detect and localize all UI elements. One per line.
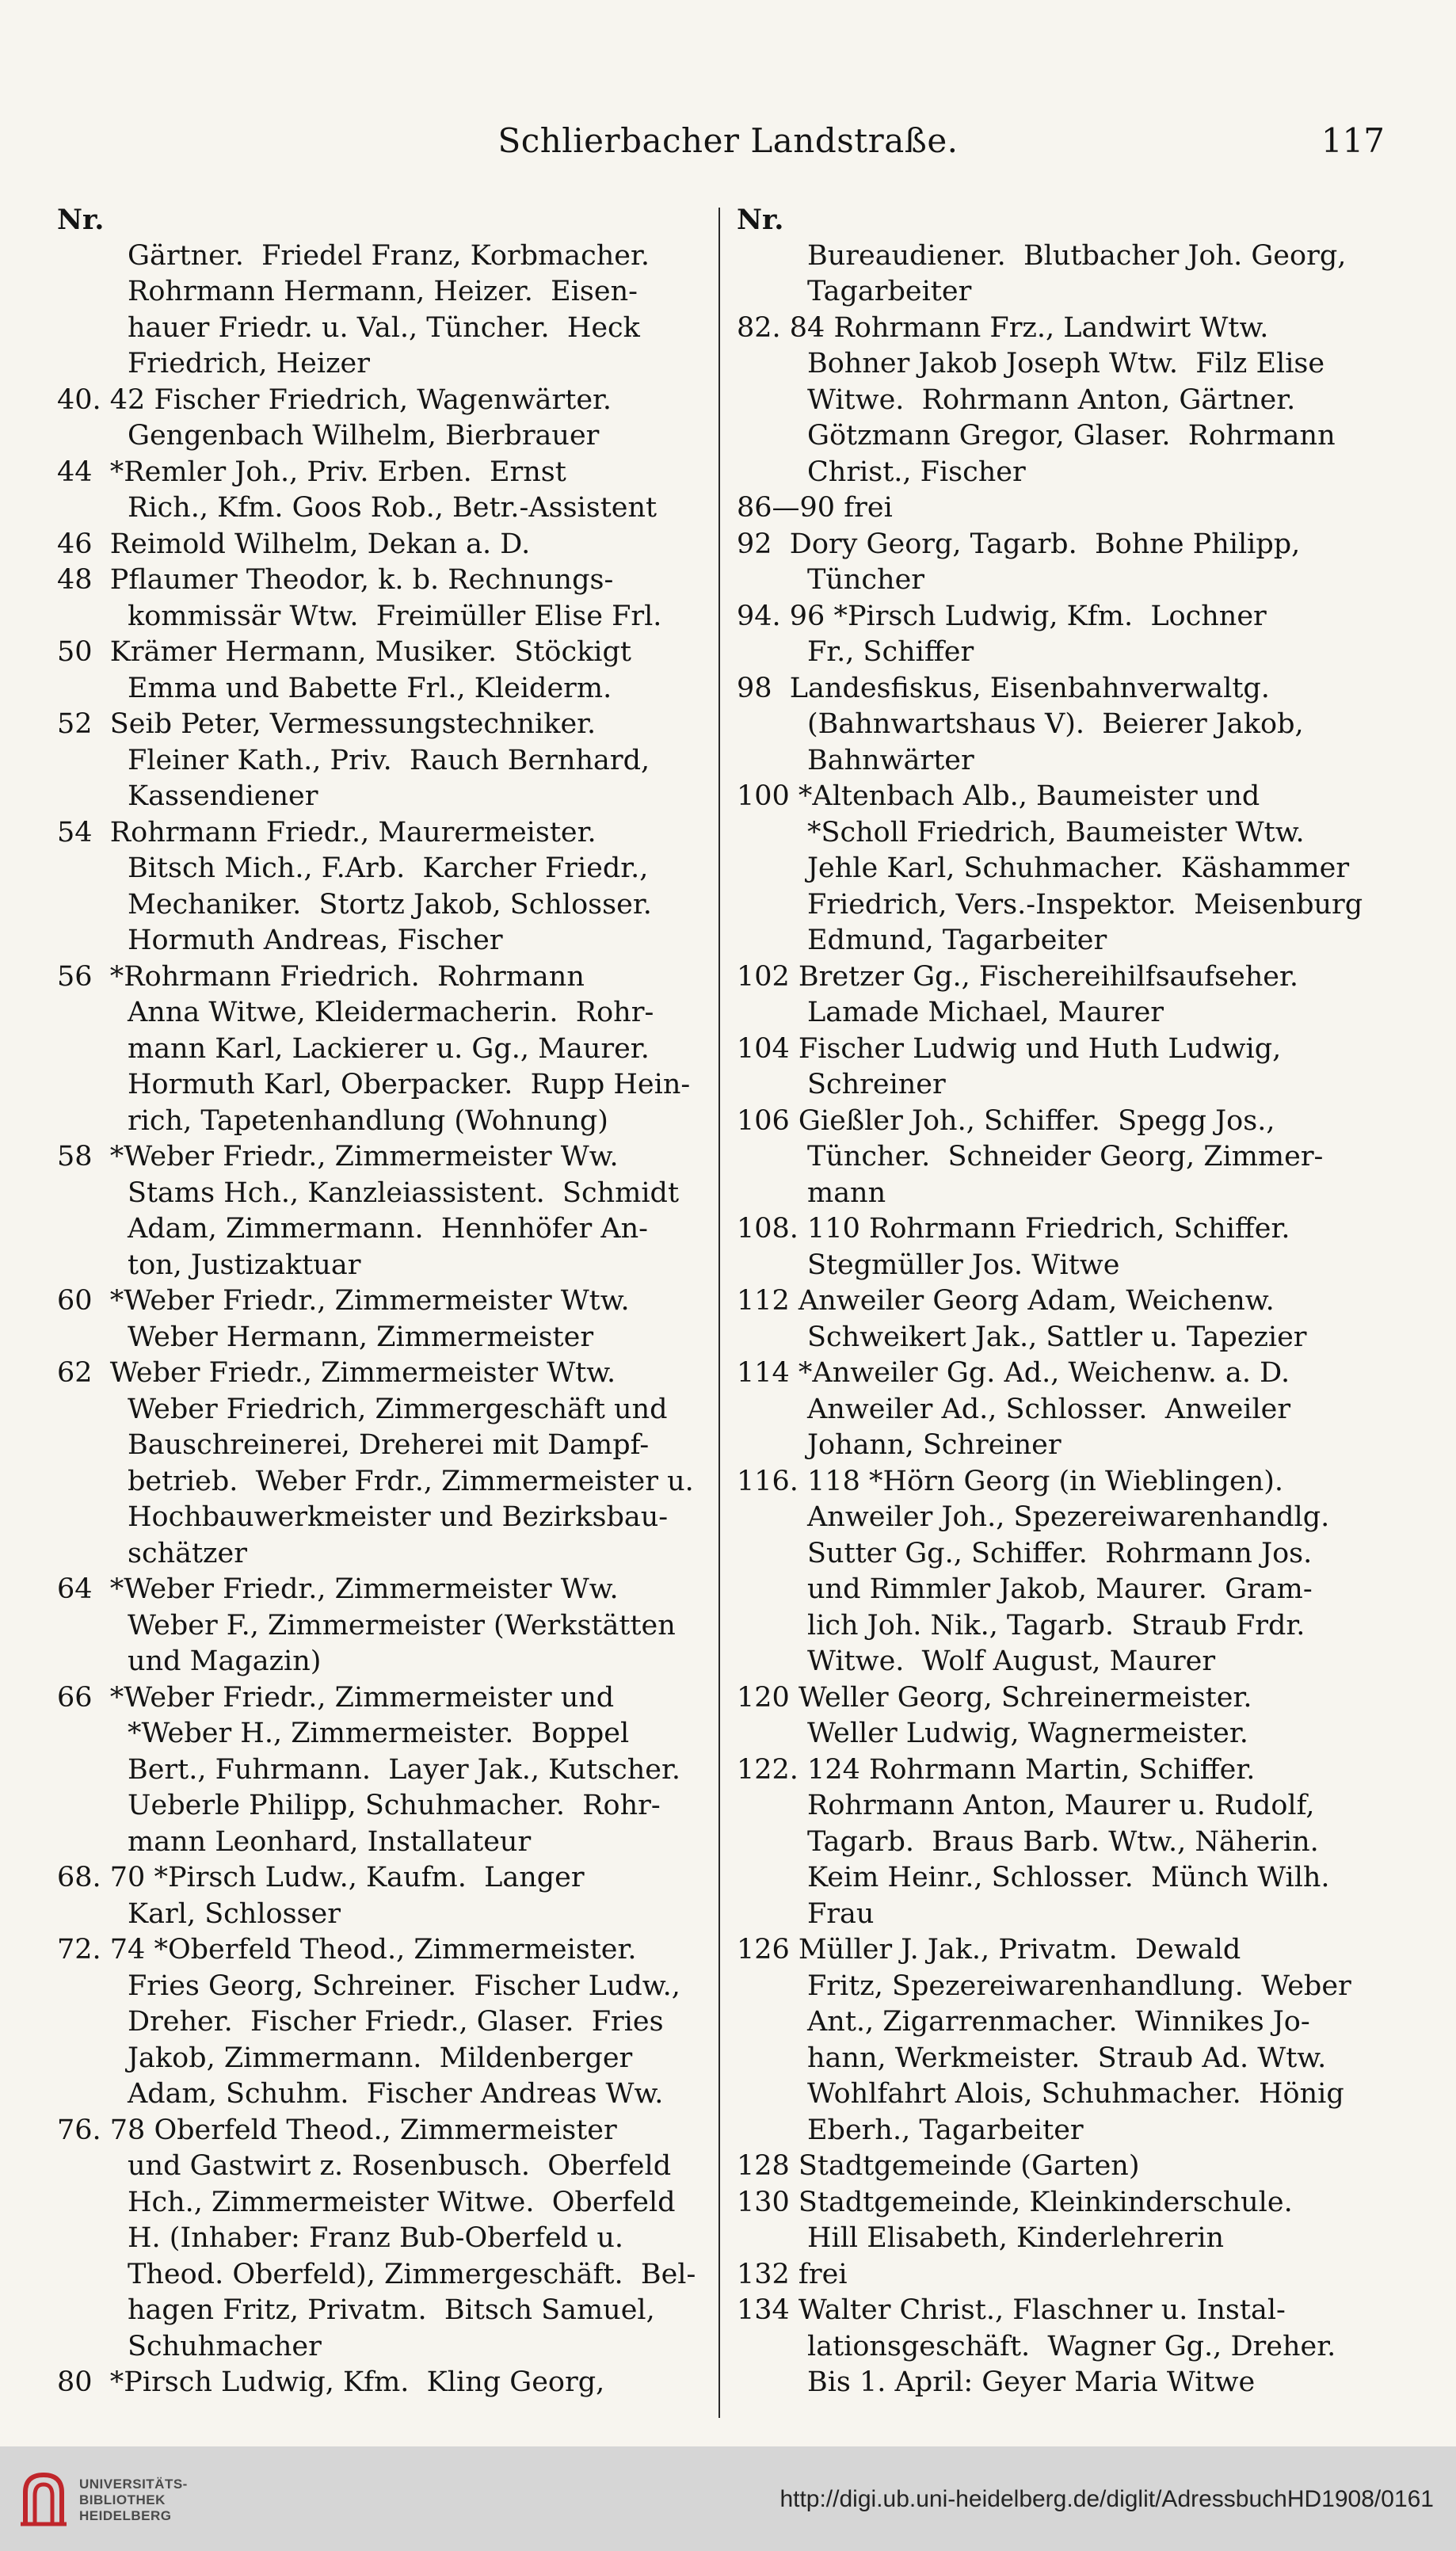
right-column-heading: Nr. [737, 204, 784, 236]
entry-line: 66 *Weber Friedr., Zimmermeister und [57, 1681, 615, 1714]
library-logo-icon [17, 2469, 70, 2529]
entry-line: mann Leonhard, Installateur [57, 1825, 532, 1858]
entry-line: 92 Dory Georg, Tagarb. Bohne Philipp, [737, 528, 1301, 560]
entry-line: Gengenbach Wilhelm, Bierbrauer [57, 420, 600, 452]
entry-line: kommissär Wtw. Freimüller Elise Frl. [57, 600, 662, 632]
entry-line: Eberh., Tagarbeiter [737, 2114, 1084, 2146]
entry-line: Weber F., Zimmermeister (Werkstätten [57, 1609, 676, 1642]
entry-line: rich, Tapetenhandlung (Wohnung) [57, 1104, 608, 1137]
entry-line: Bert., Fuhrmann. Layer Jak., Kutscher. [57, 1753, 680, 1786]
entry-line: 48 Pflaumer Theodor, k. b. Rechnungs- [57, 564, 614, 596]
entry-line: Fritz, Spezereiwarenhandlung. Weber [737, 1969, 1351, 2002]
entry-line: 44 *Remler Joh., Priv. Erben. Ernst [57, 456, 566, 488]
entry-line: Schreiner [737, 1069, 946, 1100]
entry-line: Hochbauwerkmeister und Bezirksbau- [57, 1501, 669, 1533]
left-column [57, 202, 722, 2401]
entry-line: Dreher. Fischer Friedr., Glaser. Fries [57, 2006, 664, 2038]
entry-line: Jehle Karl, Schuhmacher. Käshammer [737, 852, 1350, 884]
entry-line: Tagarbeiter [737, 276, 972, 307]
entry-line: 122. 124 Rohrmann Martin, Schiffer. [737, 1753, 1256, 1786]
entry-line: Bauschreinerei, Dreherei mit Dampf- [57, 1429, 650, 1461]
entry-line: 56 *Rohrmann Friedrich. Rohrmann [57, 960, 585, 993]
entry-line: 100 *Altenbach Alb., Baumeister und [737, 780, 1260, 812]
entry-line: 68. 70 *Pirsch Ludw., Kaufm. Langer [57, 1862, 585, 1893]
entry-line: 72. 74 *Oberfeld Theod., Zimmermeister. [57, 1934, 637, 1966]
column-divider [718, 208, 720, 2418]
entry-line: Mechaniker. Stortz Jakob, Schlosser. [57, 888, 652, 921]
entry-line: Rohrmann Hermann, Heizer. Eisen- [57, 276, 638, 307]
entry-line: Fr., Schiffer [737, 636, 974, 668]
entry-line: hagen Fritz, Privatm. Bitsch Samuel, [57, 2294, 655, 2326]
entry-line: Wohlfahrt Alois, Schuhmacher. Hönig [737, 2078, 1344, 2110]
entry-line: Rich., Kfm. Goos Rob., Betr.-Assistent [57, 492, 657, 524]
left-column-heading: Nr. [57, 204, 105, 236]
entry-line: Witwe. Rohrmann Anton, Gärtner. [737, 383, 1296, 416]
entry-line: Weller Ludwig, Wagnermeister. [737, 1718, 1248, 1749]
entry-line: Bureaudiener. Blutbacher Joh. Georg, [737, 239, 1347, 272]
entry-line: Sutter Gg., Schiffer. Rohrmann Jos. [737, 1537, 1313, 1569]
entry-line: Hormuth Karl, Oberpacker. Rupp Hein- [57, 1069, 691, 1100]
entry-line: Kassendiener [57, 780, 318, 812]
entry-line: Lamade Michael, Maurer [737, 997, 1164, 1028]
entry-line: Hill Elisabeth, Kinderlehrerin [737, 2222, 1225, 2254]
right-column [737, 202, 1394, 2401]
entry-line: (Bahnwartshaus V). Beierer Jakob, [737, 708, 1304, 740]
entry-line: Rohrmann Anton, Maurer u. Rudolf, [737, 1790, 1315, 1821]
entry-line: 50 Krämer Hermann, Musiker. Stöckigt [57, 636, 631, 668]
entry-line: lich Joh. Nik., Tagarb. Straub Frdr. [737, 1609, 1305, 1642]
entry-line: 54 Rohrmann Friedr., Maurermeister. [57, 816, 597, 848]
entry-line: 106 Gießler Joh., Schiffer. Spegg Jos., [737, 1104, 1275, 1137]
entry-line: 98 Landesfiskus, Eisenbahnverwaltg. [737, 672, 1270, 704]
entry-line: 102 Bretzer Gg., Fischereihilfsaufseher. [737, 960, 1298, 993]
entry-line: Christ., Fischer [737, 456, 1026, 488]
entry-line: Fleiner Kath., Priv. Rauch Bernhard, [57, 744, 650, 776]
entry-line: betrieb. Weber Frdr., Zimmermeister u. [57, 1465, 694, 1497]
entry-line: Weber Hermann, Zimmermeister [57, 1321, 594, 1353]
logo-line: UNIVERSITÄTS- [79, 2477, 188, 2492]
entry-line: Anweiler Joh., Spezereiwarenhandlg. [737, 1501, 1330, 1533]
source-url-link[interactable]: http://digi.ub.uni-heidelberg.de/diglit/AdressbuchHD1908/0161 [779, 2486, 1434, 2512]
entry-line: Ueberle Philipp, Schuhmacher. Rohr- [57, 1790, 661, 1821]
entry-line: Weber Friedrich, Zimmergeschäft und [57, 1393, 668, 1425]
entry-line: 62 Weber Friedr., Zimmermeister Wtw. [57, 1357, 616, 1389]
entry-line: Adam, Zimmermann. Hennhöfer An- [57, 1213, 648, 1245]
entry-line: Stegmüller Jos. Witwe [737, 1249, 1120, 1281]
entry-line: Anweiler Ad., Schlosser. Anweiler [737, 1393, 1291, 1425]
entry-line: Schweikert Jak., Sattler u. Tapezier [737, 1321, 1307, 1353]
entry-line: Adam, Schuhm. Fischer Andreas Ww. [57, 2078, 664, 2110]
entry-line: Gärtner. Friedel Franz, Korbmacher. [57, 239, 650, 272]
entry-line: Ant., Zigarrenmacher. Winnikes Jo- [737, 2006, 1310, 2038]
entry-line: lationsgeschäft. Wagner Gg., Dreher. [737, 2330, 1336, 2362]
entry-line: Jakob, Zimmermann. Mildenberger [57, 2042, 633, 2074]
entry-line: 116. 118 *Hörn Georg (in Wieblingen). [737, 1465, 1284, 1497]
entry-line: Frau [737, 1897, 875, 1930]
entry-line: Götzmann Gregor, Glaser. Rohrmann [737, 420, 1336, 452]
entry-line: *Weber H., Zimmermeister. Boppel [57, 1718, 630, 1749]
entry-line: Tüncher. Schneider Georg, Zimmer- [737, 1141, 1324, 1173]
entry-line: Karl, Schlosser [57, 1897, 341, 1930]
entry-line: Bahnwärter [737, 744, 974, 776]
entry-line: 58 *Weber Friedr., Zimmermeister Ww. [57, 1141, 619, 1173]
entry-line: 132 frei [737, 2258, 848, 2290]
logo-line: BIBLIOTHEK [79, 2492, 166, 2507]
entry-line: Anna Witwe, Kleidermacherin. Rohr- [57, 997, 654, 1028]
entry-line: 46 Reimold Wilhelm, Dekan a. D. [57, 528, 531, 560]
entry-line: H. (Inhaber: Franz Bub-Oberfeld u. [57, 2222, 624, 2254]
entry-line: mann Karl, Lackierer u. Gg., Maurer. [57, 1032, 650, 1065]
entry-line: Hormuth Andreas, Fischer [57, 925, 503, 956]
entry-line: 40. 42 Fischer Friedrich, Wagenwärter. [57, 383, 612, 416]
entry-line: Friedrich, Vers.-Inspektor. Meisenburg [737, 888, 1363, 921]
footer-bar [0, 2446, 1456, 2551]
entry-line: Tüncher [737, 564, 925, 596]
entry-line: ton, Justizaktuar [57, 1249, 361, 1281]
entry-line: Witwe. Wolf August, Maurer [737, 1645, 1216, 1677]
entry-line: Bis 1. April: Geyer Maria Witwe [737, 2366, 1256, 2398]
logo-line: HEIDELBERG [79, 2508, 172, 2523]
entry-line: mann [737, 1176, 886, 1209]
entry-line: 60 *Weber Friedr., Zimmermeister Wtw. [57, 1285, 630, 1317]
page-title: Schlierbacher Landstraße. [497, 121, 959, 160]
entry-line: 114 *Anweiler Gg. Ad., Weichenw. a. D. [737, 1357, 1290, 1389]
entry-line: 120 Weller Georg, Schreinermeister. [737, 1681, 1252, 1714]
page-header [0, 117, 1456, 165]
entry-line: hauer Friedr. u. Val., Tüncher. Heck [57, 311, 640, 344]
entry-line: Emma und Babette Frl., Kleiderm. [57, 672, 612, 704]
entry-line: Schuhmacher [57, 2330, 322, 2362]
entry-line: 82. 84 Rohrmann Frz., Landwirt Wtw. [737, 311, 1269, 344]
entry-line: hann, Werkmeister. Straub Ad. Wtw. [737, 2042, 1327, 2074]
entry-line: 64 *Weber Friedr., Zimmermeister Ww. [57, 1573, 619, 1605]
entry-line: 108. 110 Rohrmann Friedrich, Schiffer. [737, 1213, 1290, 1245]
entry-line: schätzer [57, 1537, 247, 1569]
entry-line: Edmund, Tagarbeiter [737, 925, 1107, 956]
entry-line: Friedrich, Heizer [57, 348, 370, 379]
entry-line: 126 Müller J. Jak., Privatm. Dewald [737, 1934, 1241, 1966]
entry-line: 128 Stadtgemeinde (Garten) [737, 2150, 1140, 2182]
entry-line: 76. 78 Oberfeld Theod., Zimmermeister [57, 2114, 617, 2146]
entry-line: Hch., Zimmermeister Witwe. Oberfeld [57, 2186, 676, 2218]
entry-line: Stams Hch., Kanzleiassistent. Schmidt [57, 1176, 680, 1209]
entry-line: und Gastwirt z. Rosenbusch. Oberfeld [57, 2150, 672, 2182]
entry-line: 94. 96 *Pirsch Ludwig, Kfm. Lochner [737, 600, 1267, 632]
entry-line: *Scholl Friedrich, Baumeister Wtw. [737, 816, 1305, 848]
page-number: 117 [1321, 121, 1385, 160]
entry-line: 112 Anweiler Georg Adam, Weichenw. [737, 1285, 1275, 1317]
entry-line: Bitsch Mich., F.Arb. Karcher Friedr., [57, 852, 649, 884]
entry-line: 80 *Pirsch Ludwig, Kfm. Kling Georg, [57, 2366, 605, 2398]
library-logo-text [79, 2477, 188, 2524]
entry-line: Tagarb. Braus Barb. Wtw., Näherin. [737, 1825, 1319, 1858]
entry-line: und Magazin) [57, 1645, 322, 1677]
entry-line: 86—90 frei [737, 492, 893, 524]
entry-line: Bohner Jakob Joseph Wtw. Filz Elise [737, 348, 1325, 379]
entry-line: 134 Walter Christ., Flaschner u. Instal- [737, 2294, 1286, 2326]
entry-line: Theod. Oberfeld), Zimmergeschäft. Bel- [57, 2258, 696, 2290]
entry-line: Johann, Schreiner [737, 1429, 1062, 1461]
entry-line: 52 Seib Peter, Vermessungstechniker. [57, 708, 597, 740]
entry-line: Keim Heinr., Schlosser. Münch Wilh. [737, 1862, 1330, 1893]
entry-line: 130 Stadtgemeinde, Kleinkinderschule. [737, 2186, 1293, 2218]
entry-line: und Rimmler Jakob, Maurer. Gram- [737, 1573, 1313, 1605]
entry-line: 104 Fischer Ludwig und Huth Ludwig, [737, 1032, 1282, 1065]
entry-line: Fries Georg, Schreiner. Fischer Ludw., [57, 1969, 680, 2002]
